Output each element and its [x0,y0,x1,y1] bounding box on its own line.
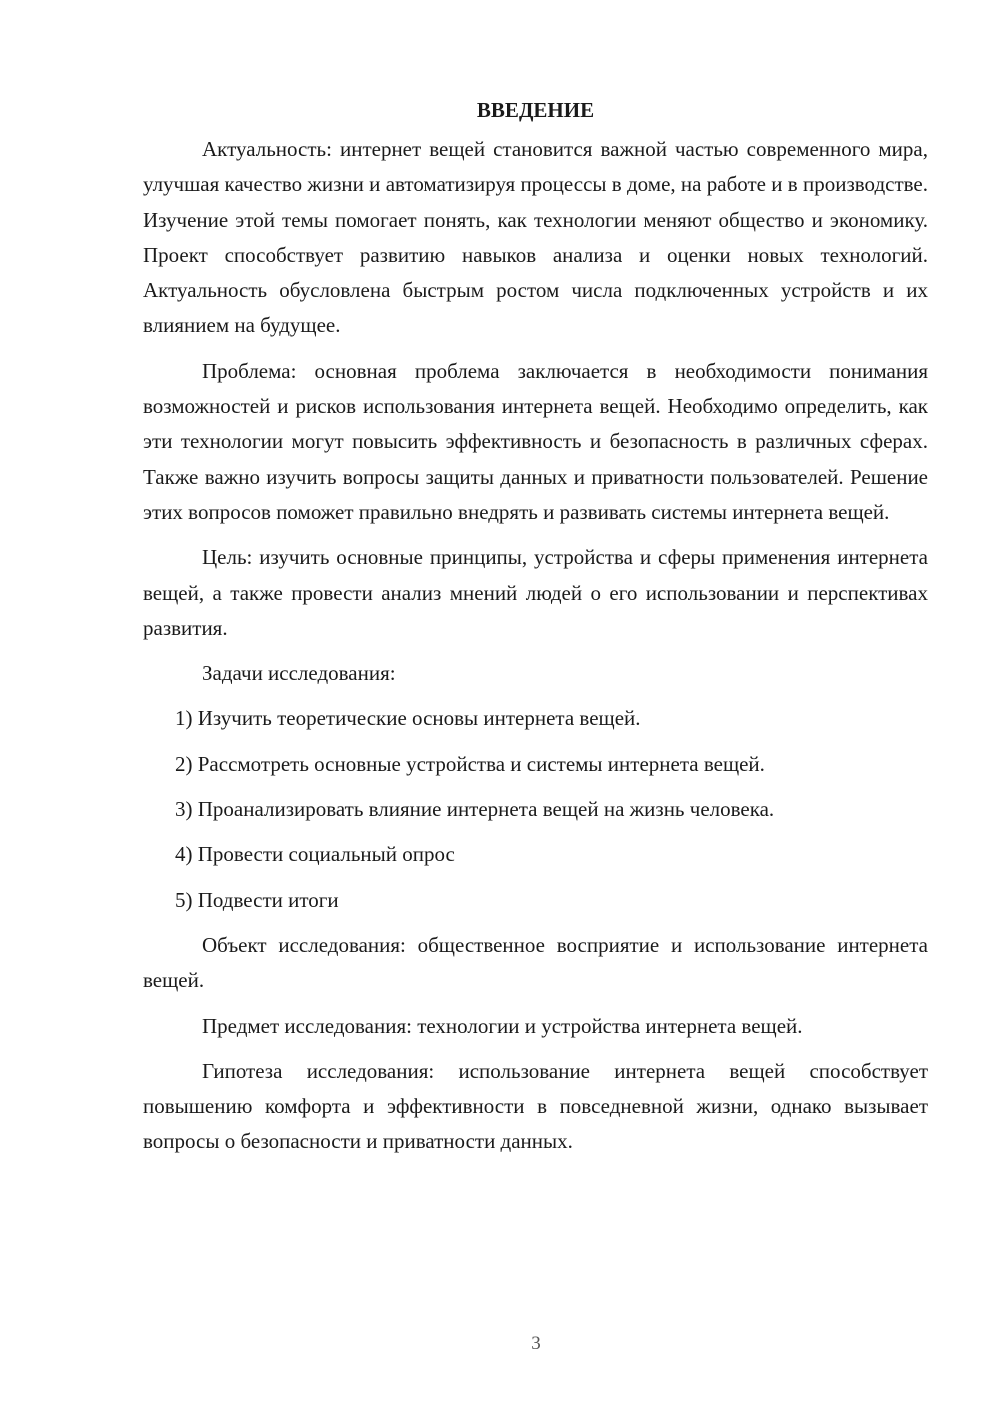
list-item: 2) Рассмотреть основные устройства и системы интернета вещей. [175,751,765,776]
problem-paragraph: Проблема: основная проблема заключается в необходимости понимания возможностей и рисков использования интернета вещей. Необходимо определить, как эти технологии могут повысить эффективность и безопасность в различных сферах. Также важно изучить вопросы защиты данных и приватности пользователей. Решение этих вопросов поможет правильно внедрять и развивать системы интернета вещей. [143,358,928,524]
page-number: 3 [531,1333,541,1354]
subject-paragraph: Предмет исследования: технологии и устройства интернета вещей. [202,1013,803,1038]
hypothesis-paragraph: Гипотеза исследования: использование интернета вещей способствует повышению комфорта и эффективности в повседневной жизни, однако вызывает вопросы о безопасности и приватности данных. [143,1058,928,1154]
relevance-paragraph: Актуальность: интернет вещей становится важной частью современного мира, улучшая качество жизни и автоматизируя процессы в доме, на работе и в производстве. Изучение этой темы помогает понять, как технологии меняют общество и экономику. Проект способствует развитию навыков анализа и оценки новых технологий. Актуальность обусловлена быстрым ростом числа подключенных устройств и их влиянием на будущее. [143,137,928,338]
list-item: 5) Подвести итоги [175,887,339,912]
page-title: ВВЕДЕНИЕ [476,98,595,122]
list-item: 3) Проанализировать влияние интернета вещей на жизнь человека. [175,797,775,822]
tasks-list [143,701,928,917]
document-page [143,88,928,1160]
list-item: 4) Провести социальный опрос [175,842,455,867]
goal-paragraph: Цель: изучить основные принципы, устройства и сферы применения интернета вещей, а также провести анализ мнений людей о его использовании и перспективах развития. [143,545,928,640]
list-item: 1) Изучить теоретические основы интернета вещей. [175,706,641,731]
object-paragraph: Объект исследования: общественное восприятие и использование интернета вещей. [143,932,928,993]
tasks-heading: Задачи исследования: [202,661,396,686]
